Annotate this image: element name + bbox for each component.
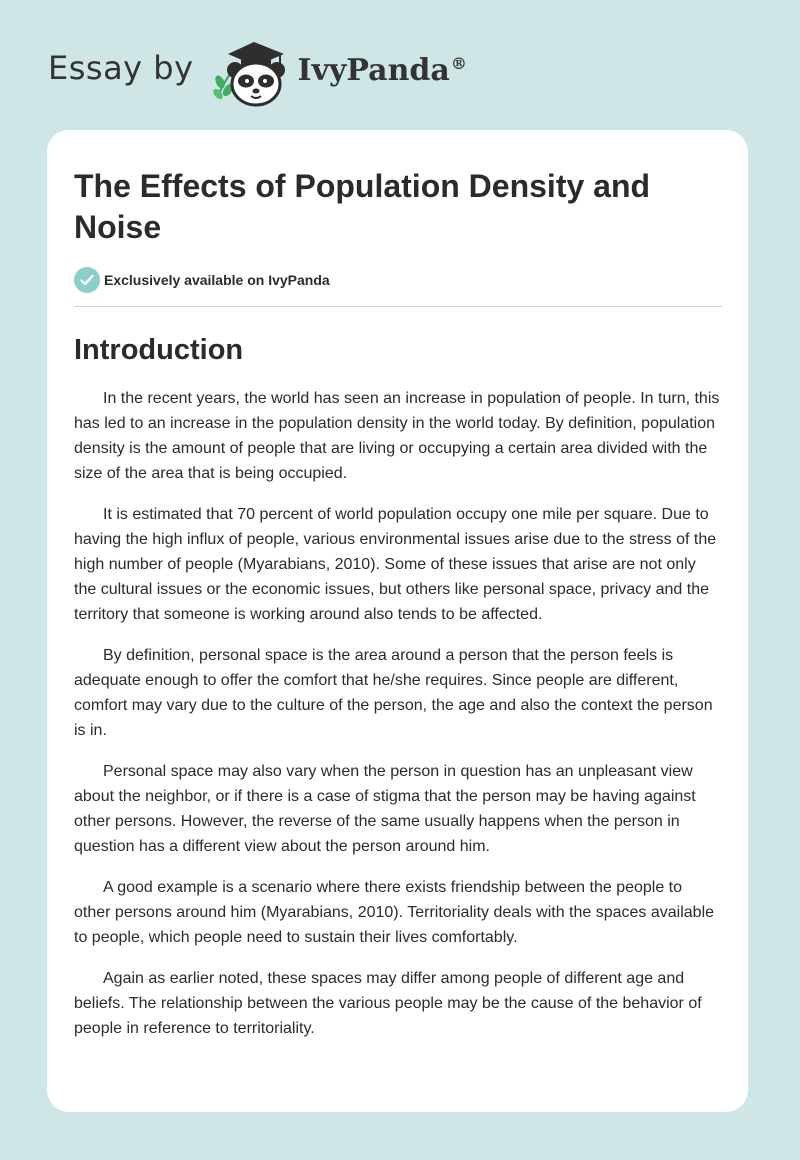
brand-prefix: Essay by [48,49,194,87]
paragraph: A good example is a scenario where there exists friendship between the people to other persons around him (Myarabians, 2010). Territoriality deals with the spaces available to people, which people need to sustain their lives comfortably. [74,879,715,946]
brand-name: IvyPanda® [297,52,467,88]
essay-card [47,130,748,1112]
paragraph: Personal space may also vary when the person in question has an unpleasant view about the neighbor, or if there is a case of stigma that the person may be having against other persons. However, the reverse of the same usually happens when the person in question has a different view about the person around him. [74,763,696,855]
section-heading: Introduction [74,334,244,366]
panda-graduate-icon [208,34,294,110]
exclusive-badge-text: Exclusively available on IvyPanda [104,272,330,288]
title-divider [74,306,722,307]
page-title: The Effects of Population Density and Noise [74,168,651,245]
paragraph: By definition, personal space is the area around a person that the person feels is adequate enough to offer the comfort that he/she requires. Since people are different, comfort may vary due to the culture of the person, the age and also the context the person is in. [74,647,713,739]
site-brand[interactable] [48,34,467,110]
registered-mark: ® [450,53,467,73]
exclusive-badge [74,267,722,293]
paragraph: In the recent years, the world has seen an increase in population of people. In turn, this has led to an increase in the population density in the world today. By definition, population density is the amount of people that are living or occupying a certain area divided with the size of the area that is being occupied. [74,390,720,482]
essay-body [74,386,722,1041]
check-circle-icon [74,267,100,293]
paragraph: Again as earlier noted, these spaces may differ among people of different age and beliefs. The relationship between the various people may be the cause of the behavior of people in reference to territoriality. [74,970,702,1037]
paragraph: It is estimated that 70 percent of world population occupy one mile per square. Due to having the high influx of people, various environmental issues arise due to the stress of the high number of people (Myarabians, 2010). Some of these issues that arise are not only the cultural issues or the economic issues, but others like personal space, privacy and the territory that someone is working around also tends to be affected. [74,506,717,623]
